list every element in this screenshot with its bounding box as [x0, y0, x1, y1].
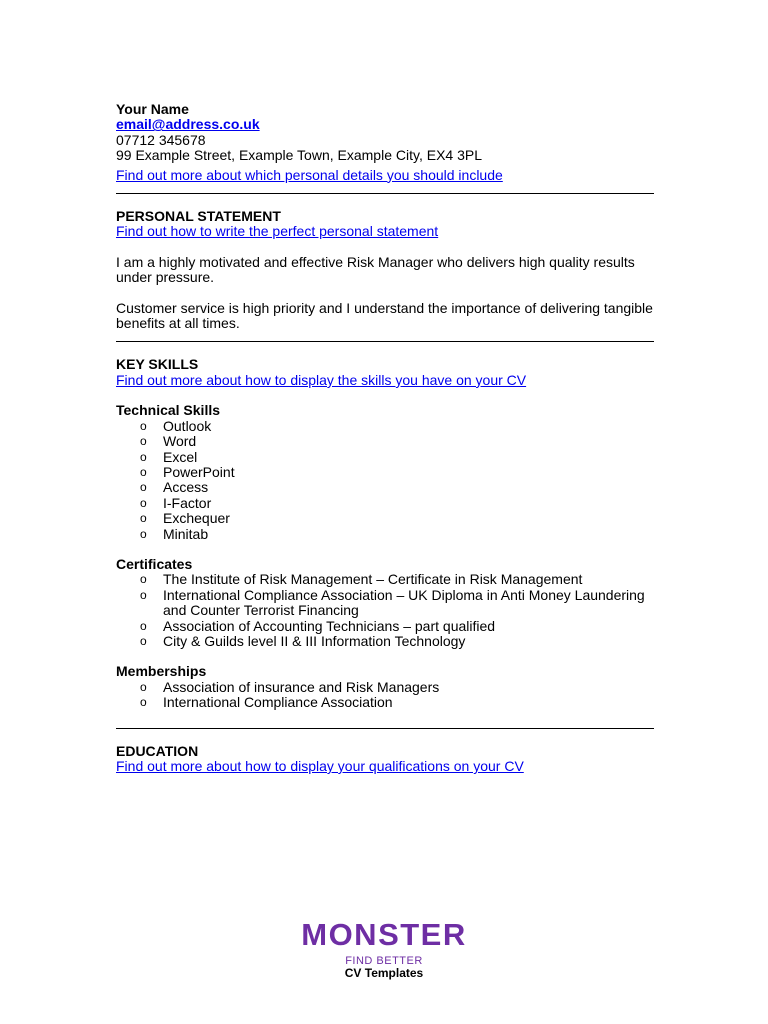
certificates-list — [116, 572, 654, 649]
list-item: o International Compliance Association – UK Diploma in Anti Money Laundering and Counter Terrorist Financing — [140, 586, 645, 619]
your-name: Your Name — [116, 101, 189, 117]
technical-skills-list — [116, 419, 654, 542]
bullet-icon: o — [140, 572, 147, 587]
list-item: o Association of insurance and Risk Managers — [140, 678, 440, 695]
personal-statement-heading: PERSONAL STATEMENT — [116, 208, 281, 225]
divider — [116, 193, 654, 194]
bullet-icon: o — [140, 434, 147, 449]
education-section — [116, 744, 654, 775]
bullet-icon: o — [140, 633, 147, 648]
bullet-icon: o — [140, 511, 147, 526]
personal-statement-section — [116, 209, 654, 331]
logo-wordmark: MONSTER — [301, 917, 467, 952]
logo-tagline: FIND BETTER — [345, 955, 423, 967]
list-item: o City & Guilds level II & III Information Technology — [140, 632, 466, 649]
bullet-icon: o — [140, 679, 147, 694]
bullet-icon: o — [140, 587, 147, 602]
list-item: o Excel — [140, 448, 198, 465]
list-item: o The Institute of Risk Management – Certificate in Risk Management — [140, 571, 583, 588]
bullet-icon: o — [140, 495, 147, 510]
bullet-icon: o — [140, 418, 147, 433]
education-link[interactable]: Find out more about how to display your qualifications on your CV — [116, 758, 524, 774]
education-heading: EDUCATION — [116, 742, 199, 759]
divider — [116, 728, 654, 729]
key-skills-link[interactable]: Find out more about how to display the skills you have on your CV — [116, 371, 527, 388]
address: 99 Example Street, Example Town, Example City, EX4 3PL — [116, 147, 482, 164]
contact-block — [116, 102, 654, 183]
list-item: o Outlook — [140, 417, 212, 434]
monster-logo — [296, 918, 472, 980]
statement-paragraph: I am a highly motivated and effective Risk Manager who delivers high quality results under pressure. — [116, 253, 635, 286]
list-item: o Exchequer — [140, 510, 230, 527]
list-item: o I-Factor — [140, 494, 212, 511]
key-skills-section — [116, 357, 654, 710]
list-item: o Access — [140, 479, 209, 496]
divider — [116, 341, 654, 342]
bullet-icon: o — [140, 618, 147, 633]
list-item: o PowerPoint — [140, 463, 235, 480]
bullet-icon: o — [140, 464, 147, 479]
cv-content — [116, 102, 654, 774]
statement-paragraph: Customer service is high priority and I understand the importance of delivering tangible benefits at all times. — [116, 299, 653, 332]
bullet-icon: o — [140, 695, 147, 710]
email-link[interactable]: email@address.co.uk — [116, 116, 260, 133]
list-item: o Word — [140, 433, 197, 450]
bullet-icon: o — [140, 449, 147, 464]
personal-statement-link[interactable]: Find out how to write the perfect personal statement — [116, 223, 439, 240]
list-item: o Minitab — [140, 525, 209, 542]
memberships-title: Memberships — [116, 663, 207, 680]
phone: 07712 345678 — [116, 131, 206, 148]
list-item: o International Compliance Association — [140, 694, 393, 711]
bullet-icon: o — [140, 526, 147, 541]
personal-details-link[interactable]: Find out more about which personal details you should include — [116, 166, 503, 183]
certificates-title: Certificates — [116, 555, 193, 572]
technical-skills-title: Technical Skills — [116, 402, 221, 419]
list-item: o Association of Accounting Technicians – part qualified — [140, 617, 496, 634]
key-skills-heading: KEY SKILLS — [116, 356, 199, 373]
logo-subline: CV Templates — [344, 966, 424, 980]
memberships-list — [116, 680, 654, 711]
bullet-icon: o — [140, 480, 147, 495]
